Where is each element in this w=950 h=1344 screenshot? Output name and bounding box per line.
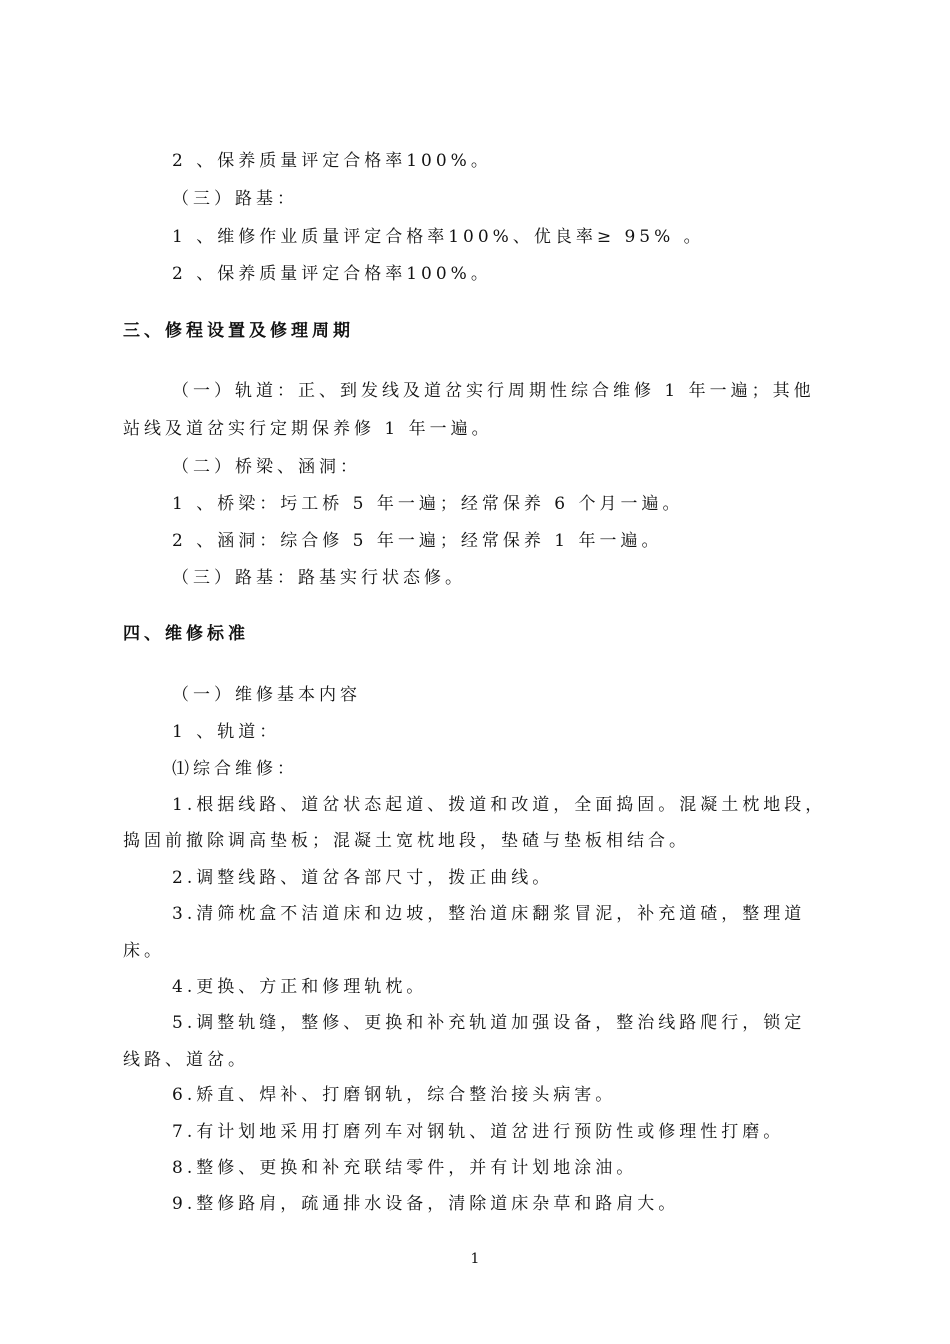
- paragraph: 1 、桥梁：圬工桥 5 年一遍；经常保养 6 个月一遍。: [172, 494, 684, 514]
- paragraph: 6.矫直、焊补、打磨钢轨，综合整治接头病害。: [172, 1085, 617, 1105]
- paragraph: 1 、轨道：: [172, 722, 281, 742]
- paragraph-continuation: 站线及道岔实行定期保养修 1 年一遍。: [123, 419, 493, 439]
- paragraph-continuation: 床。: [123, 941, 165, 961]
- paragraph: 3.清筛枕盒不洁道床和边坡，整治道床翻浆冒泥，补充道碴，整理道: [172, 904, 806, 924]
- paragraph: 7.有计划地采用打磨列车对钢轨、道岔进行预防性或修理性打磨。: [172, 1122, 785, 1142]
- paragraph-continuation: 线路、道岔。: [123, 1050, 249, 1070]
- subsection-heading: （三）路基：: [172, 189, 298, 209]
- paragraph: 2.调整线路、道岔各部尺寸，拨正曲线。: [172, 868, 554, 888]
- section-heading: 三、修程设置及修理周期: [123, 321, 354, 341]
- paragraph: 2 、保养质量评定合格率100%。: [172, 264, 492, 284]
- paragraph: 4.更换、方正和修理轨枕。: [172, 977, 428, 997]
- page-number: 1: [470, 1251, 480, 1267]
- paragraph: 5.调整轨缝，整修、更换和补充轨道加强设备，整治线路爬行，锁定: [172, 1013, 806, 1033]
- paragraph: 2 、保养质量评定合格率100%。: [172, 151, 492, 171]
- paragraph: 1 、维修作业质量评定合格率100%、优良率≥ 95% 。: [172, 227, 705, 247]
- paragraph: （三）路基：路基实行状态修。: [172, 568, 466, 588]
- section-heading: 四、维修标准: [123, 624, 249, 644]
- paragraph: 8.整修、更换和补充联结零件，并有计划地涂油。: [172, 1158, 638, 1178]
- subsection-heading: （一）维修基本内容: [172, 685, 361, 705]
- paragraph: ⑴综合维修：: [172, 759, 298, 779]
- paragraph-continuation: 捣固前撤除调高垫板；混凝土宽枕地段，垫碴与垫板相结合。: [123, 831, 690, 851]
- paragraph: （一）轨道：正、到发线及道岔实行周期性综合维修 1 年一遍；其他: [172, 381, 815, 401]
- paragraph: 9.整修路肩，疏通排水设备，清除道床杂草和路肩大。: [172, 1194, 680, 1214]
- paragraph: 2 、涵洞：综合修 5 年一遍；经常保养 1 年一遍。: [172, 531, 663, 551]
- subsection-heading: （二）桥梁、涵洞：: [172, 457, 361, 477]
- paragraph: 1.根据线路、道岔状态起道、拨道和改道，全面捣固。混凝土枕地段，: [172, 795, 827, 815]
